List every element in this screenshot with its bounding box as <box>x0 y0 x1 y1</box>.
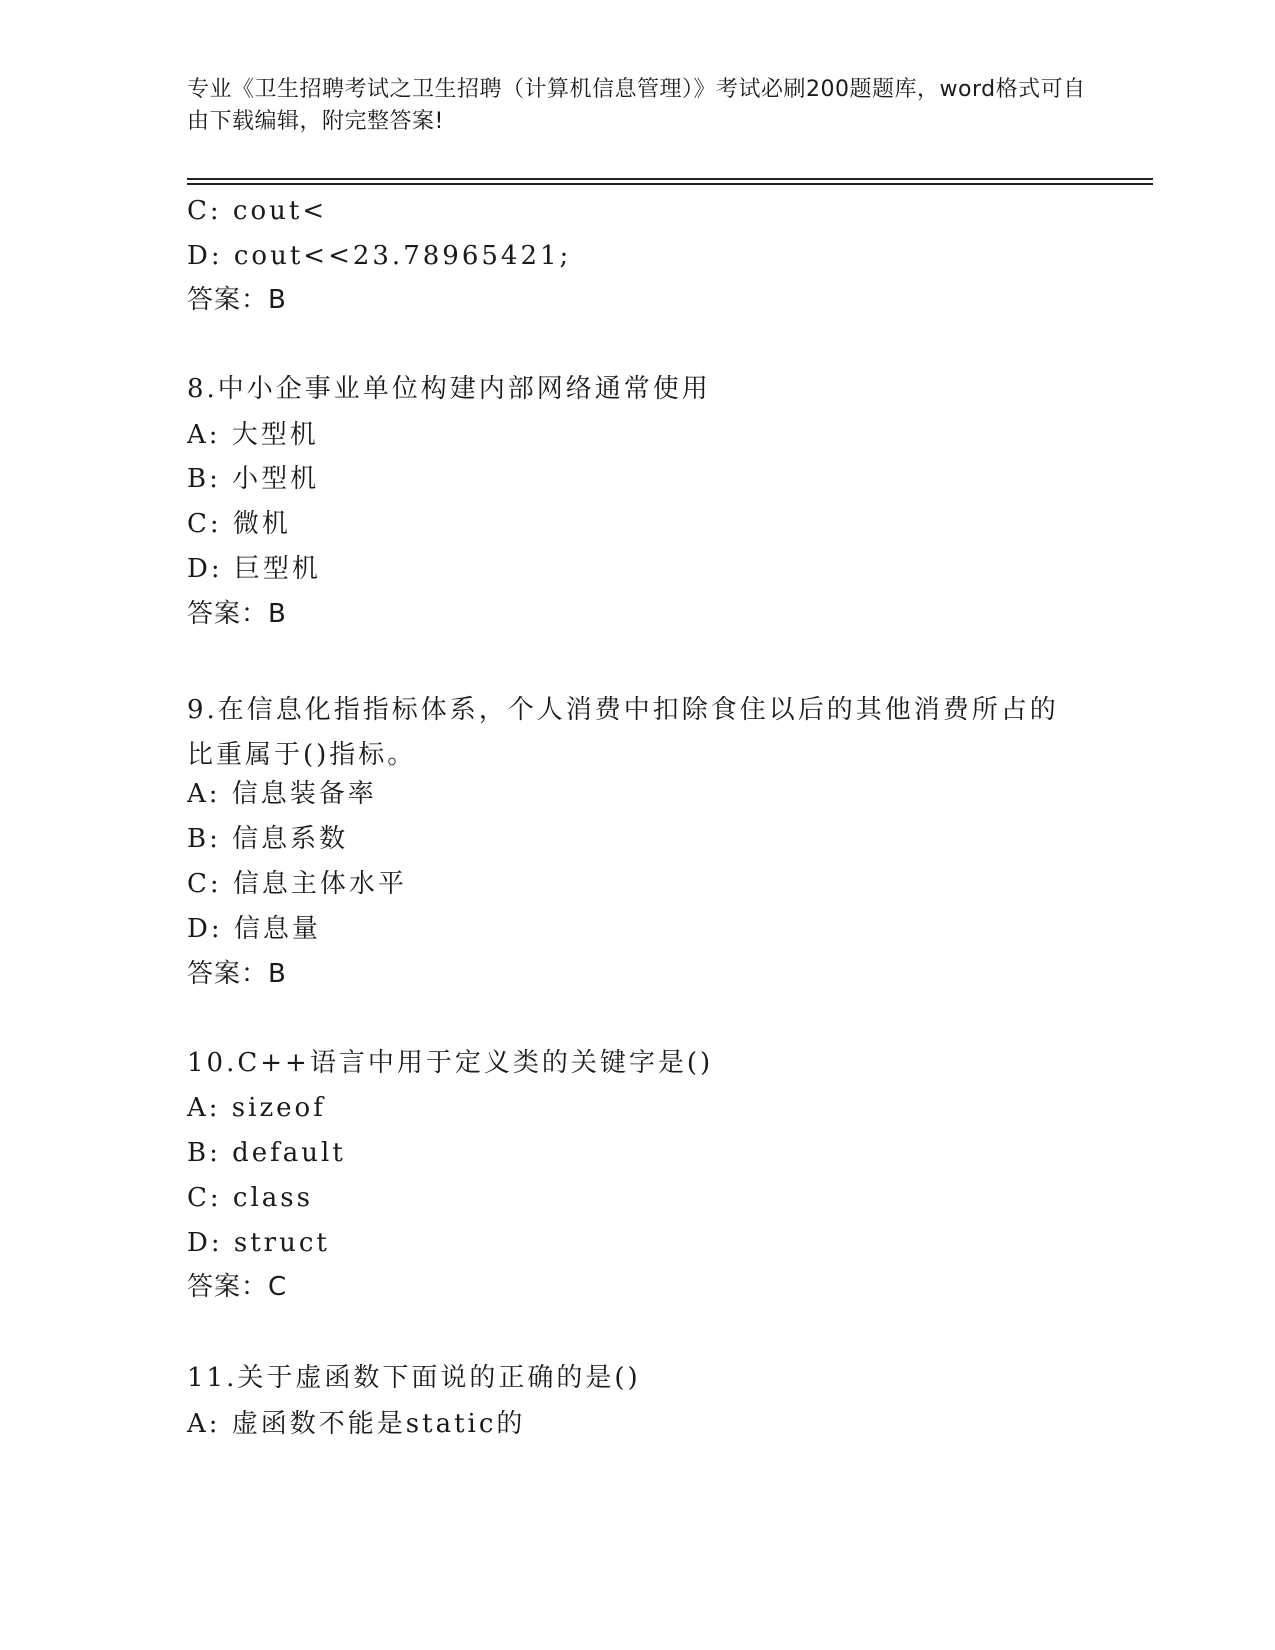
q9-question: 9.在信息化指指标体系，个人消费中扣除食住以后的其他消费所占的比重属于()指标。 <box>187 695 1059 770</box>
q9-option-a: A: 信息装备率 <box>187 779 377 809</box>
q10-option-c: C: class <box>187 1183 313 1213</box>
q10-option-b: B: default <box>187 1138 346 1168</box>
q8-option-a: A: 大型机 <box>187 420 319 450</box>
q7-answer: 答案：B <box>187 285 287 315</box>
q10-question: 10.C++语言中用于定义类的关键字是() <box>187 1048 714 1078</box>
q8-option-c: C: 微机 <box>187 509 291 539</box>
q7-option-d: D: cout<<23.78965421; <box>187 241 572 271</box>
header-divider-bottom <box>187 183 1153 185</box>
q8-option-d: D: 巨型机 <box>187 554 321 584</box>
q10-option-d: D: struct <box>187 1228 330 1258</box>
q10-option-a: A: sizeof <box>187 1093 326 1123</box>
header-divider-top <box>187 178 1153 180</box>
q9-option-d: D: 信息量 <box>187 914 321 944</box>
q11-option-a: A: 虚函数不能是static的 <box>187 1409 526 1439</box>
q8-question: 8.中小企事业单位构建内部网络通常使用 <box>187 374 711 404</box>
q7-option-c: C: cout< <box>187 196 328 226</box>
q10-answer: 答案：C <box>187 1272 288 1302</box>
q11-question: 11.关于虚函数下面说的正确的是() <box>187 1363 641 1393</box>
q9-option-b: B: 信息系数 <box>187 824 349 854</box>
q8-option-b: B: 小型机 <box>187 464 320 494</box>
document-header: 专业《卫生招聘考试之卫生招聘（计算机信息管理）》考试必刷200题题库，word格式可自由下载编辑，附完整答案! <box>187 77 1086 134</box>
q9-option-c: C: 信息主体水平 <box>187 869 407 899</box>
q8-answer: 答案：B <box>187 599 287 629</box>
q9-answer: 答案：B <box>187 959 287 989</box>
